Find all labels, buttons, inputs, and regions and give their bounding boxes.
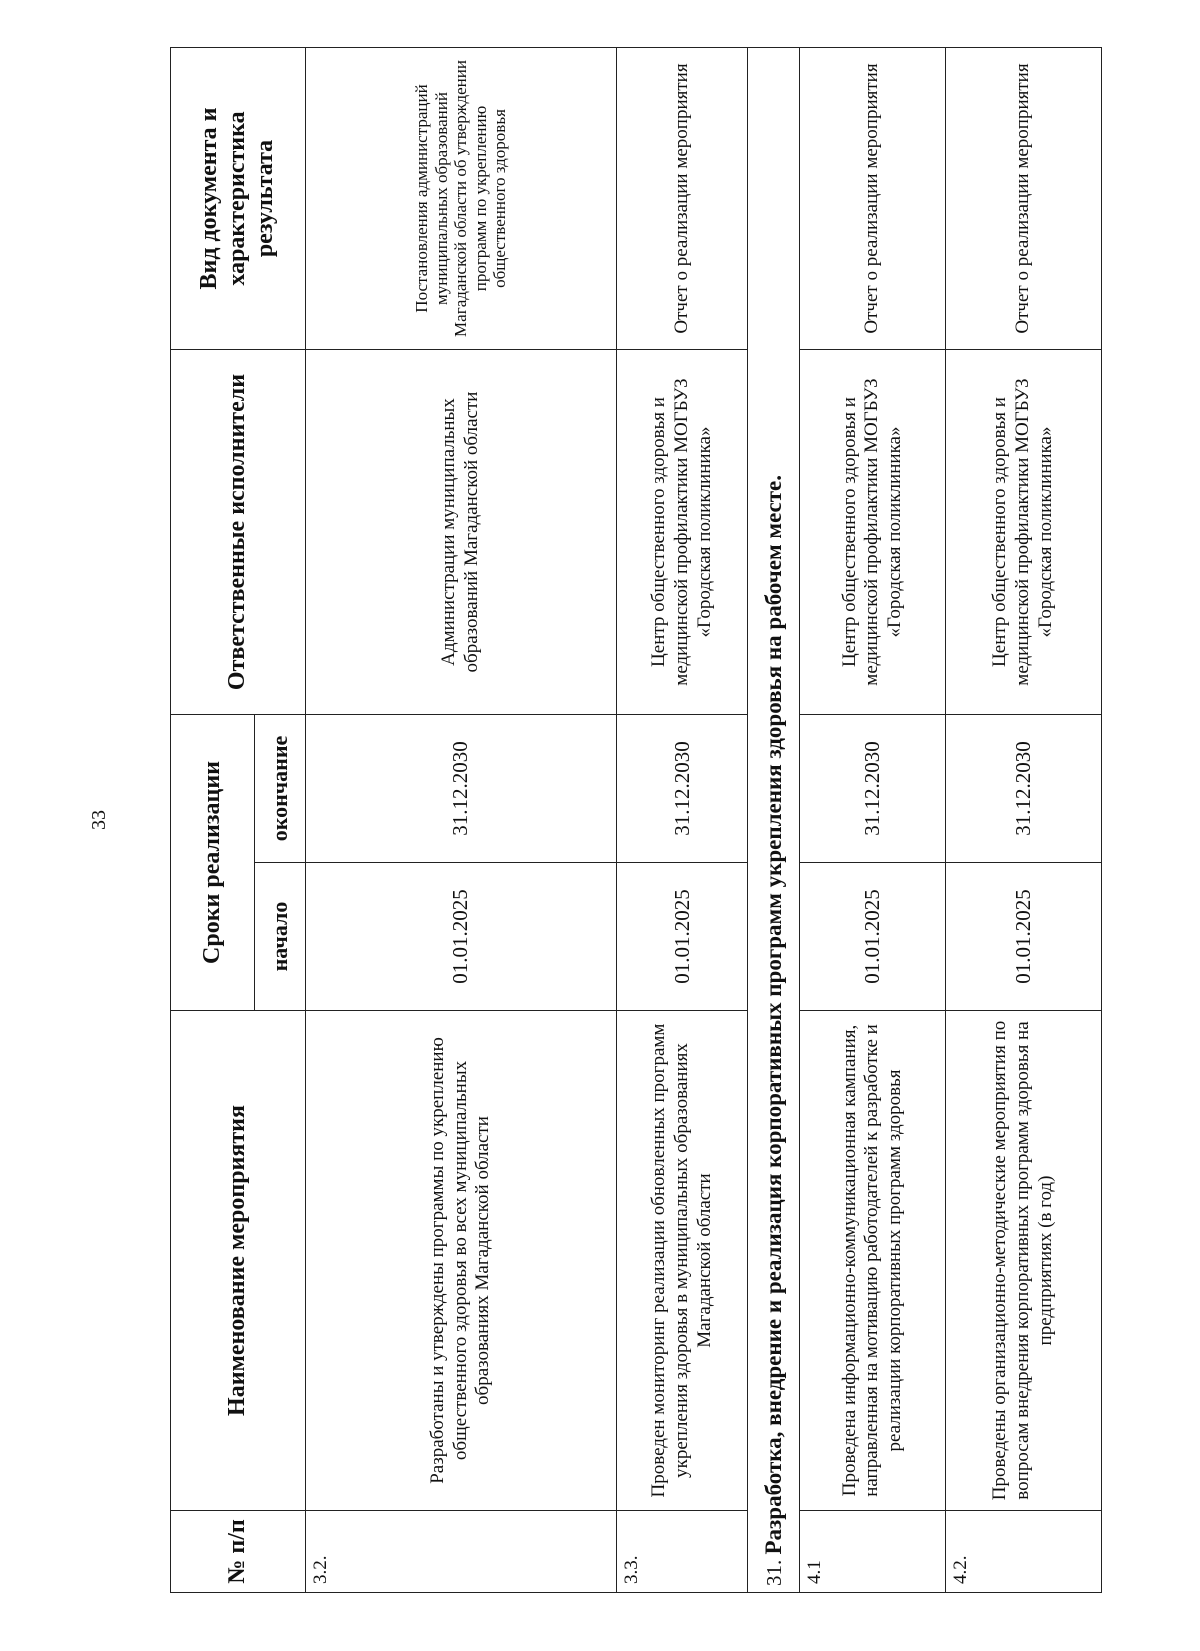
rotated-table-container <box>170 48 1102 1593</box>
header-end: окончание <box>255 715 305 863</box>
table-row <box>946 48 1102 1593</box>
row-result: Отчет о реализации мероприятия <box>800 48 946 350</box>
header-start: начало <box>255 863 305 1011</box>
section-title: Разработка, внедрение и реализация корпоративных программ укрепления здоровья на рабочем месте. <box>760 474 786 1555</box>
header-terms: Сроки реализации <box>171 715 255 1011</box>
row-result: Отчет о реализации мероприятия <box>617 48 748 350</box>
table-row <box>800 48 946 1593</box>
row-result: Постановления администраций муниципальных образований Магаданской области об утверждении программ по укреплению общественного здоровья <box>305 48 617 350</box>
row-num: 3.2. <box>305 1511 617 1593</box>
table-row <box>617 48 748 1593</box>
row-responsible: Администрации муниципальных образований Магаданской области <box>305 350 617 715</box>
row-name: Разработаны и утверждены программы по укреплению общественного здоровья во всех муниципальных образованиях Магаданской области <box>305 1011 617 1511</box>
page-number: 33 <box>88 810 110 830</box>
row-name: Проведены организационно-методические мероприятия по вопросам внедрения корпоративных программ здоровья на предприятиях (в год) <box>946 1011 1102 1511</box>
header-responsible: Ответственные исполнители <box>171 350 306 715</box>
events-table <box>170 47 1102 1593</box>
header-name: Наименование мероприятия <box>171 1011 306 1511</box>
row-responsible: Центр общественного здоровья и медицинской профилактики МОГБУЗ «Городская поликлиника» <box>617 350 748 715</box>
row-num: 3.3. <box>617 1511 748 1593</box>
section-prefix: 31. <box>761 1554 786 1586</box>
row-num: 4.1 <box>800 1511 946 1593</box>
row-name: Проведена информационно-коммуникационная кампания, направленная на мотивацию работодателей к разработке и реализации корпоративных программ здоровья <box>800 1011 946 1511</box>
row-responsible: Центр общественного здоровья и медицинской профилактики МОГБУЗ «Городская поликлиника» <box>946 350 1102 715</box>
row-start: 01.01.2025 <box>305 863 617 1011</box>
header-result: Вид документа и характеристика результата <box>171 48 306 350</box>
header-row <box>171 48 255 1593</box>
row-start: 01.01.2025 <box>617 863 748 1011</box>
table-row <box>305 48 617 1593</box>
header-num: № п/п <box>171 1511 306 1593</box>
row-end: 31.12.2030 <box>305 715 617 863</box>
row-end: 31.12.2030 <box>946 715 1102 863</box>
row-name: Проведен мониторинг реализации обновленных программ укрепления здоровья в муниципальных образованиях Магаданской области <box>617 1011 748 1511</box>
row-result: Отчет о реализации мероприятия <box>946 48 1102 350</box>
row-start: 01.01.2025 <box>800 863 946 1011</box>
row-responsible: Центр общественного здоровья и медицинской профилактики МОГБУЗ «Городская поликлиника» <box>800 350 946 715</box>
section-row <box>748 48 800 1593</box>
row-start: 01.01.2025 <box>946 863 1102 1011</box>
row-end: 31.12.2030 <box>800 715 946 863</box>
section-heading <box>748 48 800 1593</box>
row-num: 4.2. <box>946 1511 1102 1593</box>
row-end: 31.12.2030 <box>617 715 748 863</box>
